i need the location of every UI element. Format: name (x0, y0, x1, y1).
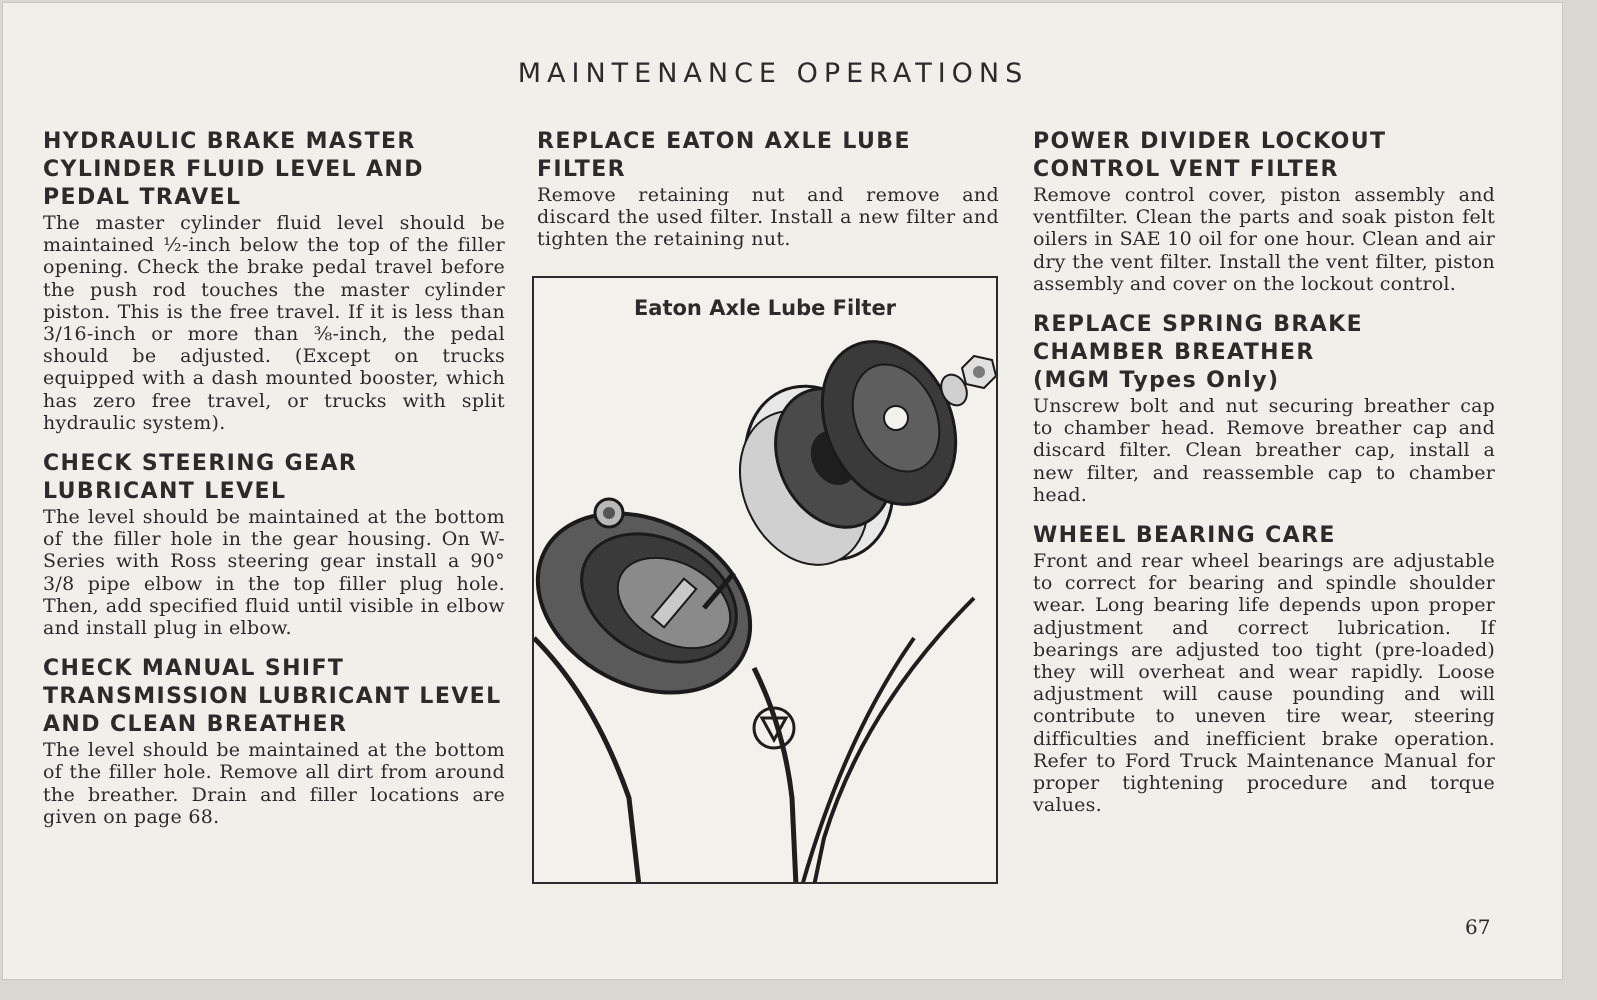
housing-curve-right-inner (802, 638, 914, 884)
section-heading: WHEEL BEARING CARE (1033, 523, 1336, 549)
section-spring-brake-breather (1033, 311, 1495, 506)
column-left (43, 128, 505, 844)
section-heading: HYDRAULIC BRAKE MASTER CYLINDER FLUID LEVEL AND PEDAL TRAVEL (43, 129, 424, 210)
section-body: Unscrew bolt and nut securing breather cap to chamber head. Remove breather cap and discard filter. Clean breather cap, install a new filter, and reassemble cap to chamber head. (1033, 395, 1495, 506)
section-wheel-bearing-care (1033, 522, 1495, 816)
section-brake-master-cylinder (43, 128, 505, 434)
column-middle (537, 128, 999, 267)
section-steering-gear-lubricant (43, 450, 505, 639)
section-body: The level should be maintained at the bottom of the filler hole. Remove all dirt from around the breather. Drain and filler locations are given on page 68. (43, 739, 505, 828)
figure-caption: Eaton Axle Lube Filter (633, 296, 897, 320)
section-heading: REPLACE EATON AXLE LUBE FILTER (537, 129, 911, 182)
page-number: 67 (1465, 915, 1491, 939)
section-body: The level should be maintained at the bottom of the filler hole in the gear housing. On W-Series with Ross steering gear install a 90° 3/8 pipe elbow in the top filler plug hole. Then, add specified fluid until visible in elbow and install plug in elbow. (43, 506, 505, 640)
page-title: MAINTENANCE OPERATIONS (517, 58, 1029, 89)
section-power-divider-vent-filter (1033, 128, 1495, 295)
filter-housing (534, 478, 781, 728)
filter-illustration (534, 278, 998, 884)
section-eaton-axle-lube-filter (537, 128, 999, 251)
figure-eaton-axle-lube-filter (532, 276, 998, 884)
section-heading: REPLACE SPRING BRAKE CHAMBER BREATHER (MGM Types Only) (1033, 312, 1364, 394)
housing-curve-mid (754, 668, 796, 884)
section-body: Remove control cover, piston assembly and ventfilter. Clean the parts and soak piston felt oilers in SAE 10 oil for one hour. Clean and air dry the vent filter. Install the vent filter, piston assembly and cover on the lockout control. (1033, 184, 1495, 295)
section-manual-shift-transmission (43, 655, 505, 828)
section-body: The master cylinder fluid level should be maintained ½-inch below the top of the filler opening. Check the brake pedal travel before the push rod touches the master cylinder piston. This is the free travel. If it is less than 3/16-inch or more than ⅜-inch, the pedal should be adjusted. (Except on trucks equipped with a dash mounted booster, which has zero free travel, or trucks with split hydraulic system). (43, 212, 505, 434)
housing-curve-right (814, 598, 974, 884)
section-body: Remove retaining nut and remove and discard the used filter. Install a new filter and tighten the retaining nut. (537, 184, 999, 251)
manual-page (2, 2, 1563, 980)
section-heading: POWER DIVIDER LOCKOUT CONTROL VENT FILTER (1033, 129, 1387, 182)
section-body: Front and rear wheel bearings are adjustable to correct for bearing and spindle shoulder wear. Long bearing life depends upon proper adjustment and correct lubrication. If bearings are adjusted too tight (pre-loaded) they will overheat and wear rapidly. Loose adjustment will cause pounding and will contribute to uneven tire wear, steering difficulties and inefficient brake operation. Refer to Ford Truck Maintenance Manual for proper tightening procedure and torque values. (1033, 550, 1495, 817)
section-heading: CHECK MANUAL SHIFT TRANSMISSION LUBRICANT LEVEL AND CLEAN BREATHER (43, 656, 502, 738)
section-heading: CHECK STEERING GEAR LUBRICANT LEVEL (43, 451, 358, 505)
column-right (1033, 128, 1495, 832)
